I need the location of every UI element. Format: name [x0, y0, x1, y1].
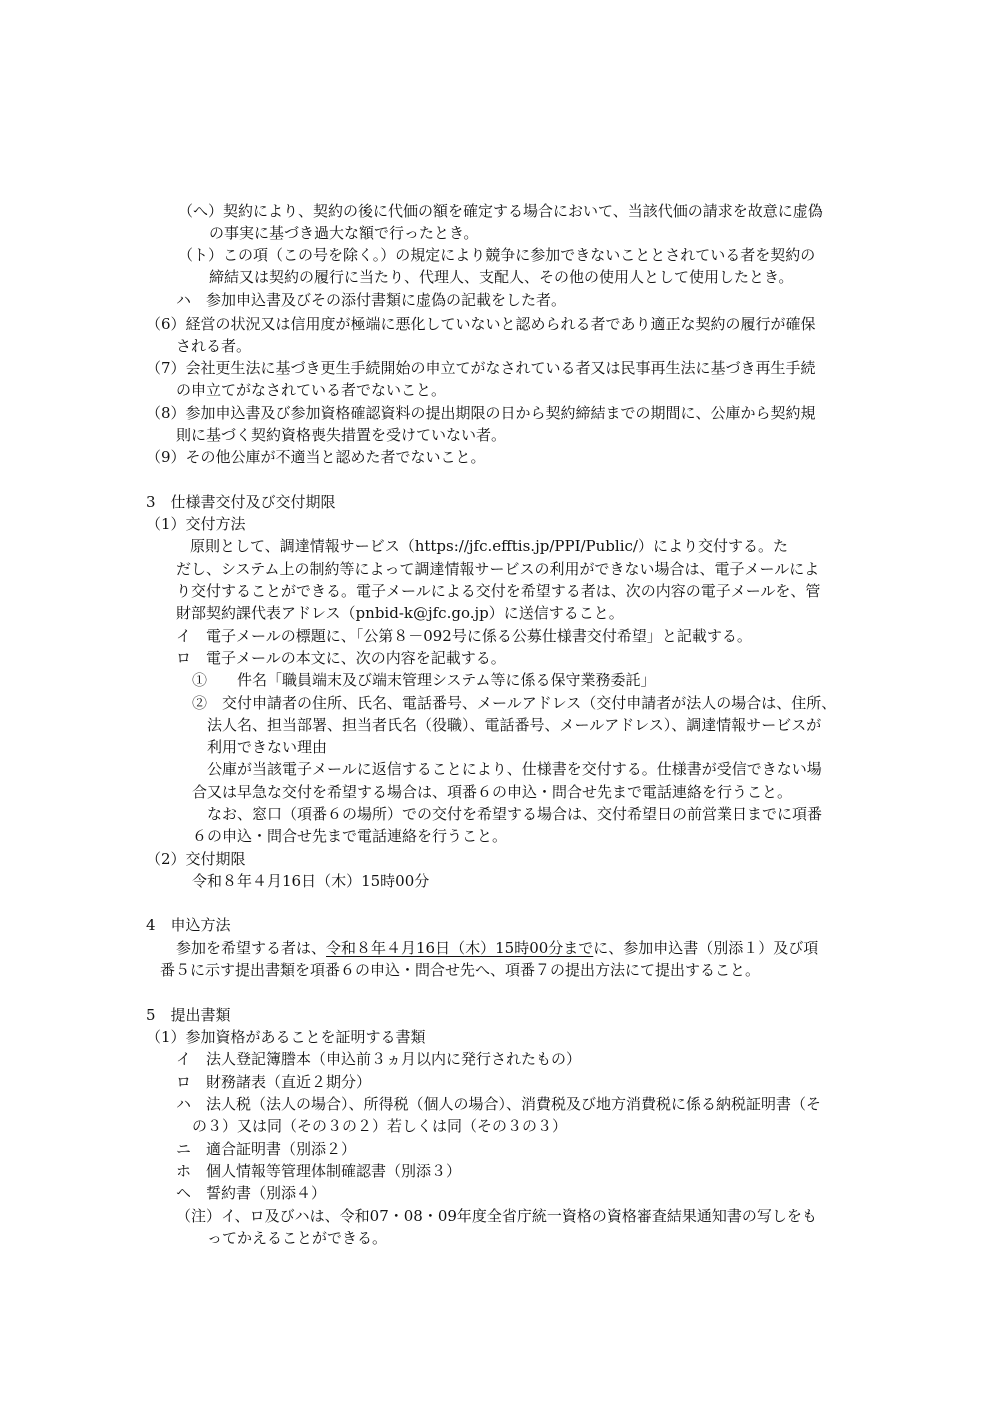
section-5-heading: 5 提出書類 [146, 1006, 231, 1024]
clause-he-line1: （へ）契約により、契約の後に代価の額を確定する場合において、当該代価の請求を故意に虚偽 [178, 202, 823, 220]
clause-to-line2: 締結又は契約の履行に当たり、代理人、支配人、その他の使用人として使用したとき。 [209, 268, 794, 286]
clause-to-line1: （ト）この項（この号を除く。）の規定により競争に参加できないこととされている者を契約の [178, 246, 816, 264]
application-text-c: に、参加申込書（別添１）及び項 [593, 939, 819, 957]
item-9: （9）その他公庫が不適当と認めた者でないこと。 [146, 448, 486, 466]
email-item-1: ① 件名「職員端末及び端末管理システム等に係る保守業務委託」 [192, 671, 656, 689]
counter-note-line2: ６の申込・問合せ先まで電話連絡を行うこと。 [192, 827, 508, 845]
application-text-a: 参加を希望する者は、 [176, 939, 327, 957]
delivery-method-line3: り交付することができる。電子メールによる交付を希望する者は、次の内容の電子メールを、管 [176, 582, 821, 600]
reply-note-line2: 合又は早急な交付を希望する場合は、項番６の申込・問合せ先まで電話連絡を行うこと。 [192, 783, 793, 801]
doc-ni: ニ 適合証明書（別添２） [176, 1140, 357, 1158]
doc-ro: ロ 財務諸表（直近２期分） [176, 1073, 372, 1091]
counter-note-line1: なお、窓口（項番６の場所）での交付を希望する場合は、交付希望日の前営業日までに項番 [207, 805, 823, 823]
delivery-method-line4: 財部契約課代表アドレス（pnbid-k@jfc.go.jp）に送信すること。 [176, 604, 624, 622]
item-6-line1: （6）経営の状況又は信用度が極端に悪化していないと認められる者であり適正な契約の履行が確保 [146, 315, 816, 333]
doc-ha-line1: ハ 法人税（法人の場合）、所得税（個人の場合）、消費税及び地方消費税に係る納税証明書（そ [176, 1095, 822, 1113]
section-3-2-heading: （2）交付期限 [146, 850, 246, 868]
item-8-line1: （8）参加申込書及び参加資格確認資料の提出期限の日から契約締結までの期間に、公庫から契約規 [146, 404, 816, 422]
email-subject-instruction: イ 電子メールの標題に、「公第８－092号に係る公募仕様書交付希望」と記載する。 [176, 627, 752, 645]
application-line1 [176, 937, 818, 959]
section-5-1-heading: （1）参加資格があることを証明する書類 [146, 1028, 426, 1046]
email-item-2-line1: ② 交付申請者の住所、氏名、電話番号、メールアドレス（交付申請者が法人の場合は、住所、 [192, 694, 837, 712]
section-3-1-heading: （1）交付方法 [146, 515, 246, 533]
email-item-2-line2: 法人名、担当部署、担当者氏名（役職）、電話番号、メールアドレス）、調達情報サービスが [207, 716, 822, 734]
reply-note-line1: 公庫が当該電子メールに返信することにより、仕様書を交付する。仕様書が受信できない場 [207, 760, 822, 778]
clause-he-line2: の事実に基づき過大な額で行ったとき。 [209, 224, 479, 242]
doc-ha-line2: の３）又は同（その３の２）若しくは同（その３の３） [192, 1117, 568, 1135]
section-4-heading: 4 申込方法 [146, 916, 231, 934]
doc-ho: ホ 個人情報等管理体制確認書（別添３） [176, 1162, 462, 1180]
item-7-line1: （7）会社更生法に基づき更生手続開始の申立てがなされている者又は民事再生法に基づき再生手続 [146, 359, 816, 377]
note-line2: ってかえることができる。 [207, 1229, 388, 1247]
email-body-instruction: ロ 電子メールの本文に、次の内容を記載する。 [176, 649, 506, 667]
clause-ha: ハ 参加申込書及びその添付書類に虚偽の記載をした者。 [176, 291, 567, 309]
delivery-method-line2: だし、システム上の制約等によって調達情報サービスの利用ができない場合は、電子メールによ [176, 560, 820, 578]
doc-i: イ 法人登記簿謄本（申込前３ヵ月以内に発行されたもの） [176, 1050, 582, 1068]
application-deadline: 令和８年４月16日（木）15時00分まで [326, 939, 594, 957]
doc-he: ヘ 誓約書（別添４） [176, 1184, 327, 1202]
delivery-deadline: 令和８年４月16日（木）15時00分 [192, 872, 430, 890]
delivery-method-line1: 原則として、調達情報サービス（https://jfc.efftis.jp/PPI/Public/）により交付する。た [190, 537, 788, 555]
item-6-line2: される者。 [176, 337, 252, 355]
item-7-line2: の申立てがなされている者でないこと。 [176, 381, 447, 399]
email-item-2-line3: 利用できない理由 [207, 738, 328, 756]
section-3-heading: 3 仕様書交付及び交付期限 [146, 493, 336, 511]
note-line1: （注）イ、ロ及びハは、令和07・08・09年度全省庁統一資格の資格審査結果通知書の写しをも [176, 1207, 817, 1225]
item-8-line2: 則に基づく契約資格喪失措置を受けていない者。 [176, 426, 507, 444]
application-line2: 番５に示す提出書類を項番６の申込・問合せ先へ、項番７の提出方法にて提出すること。 [160, 961, 761, 979]
